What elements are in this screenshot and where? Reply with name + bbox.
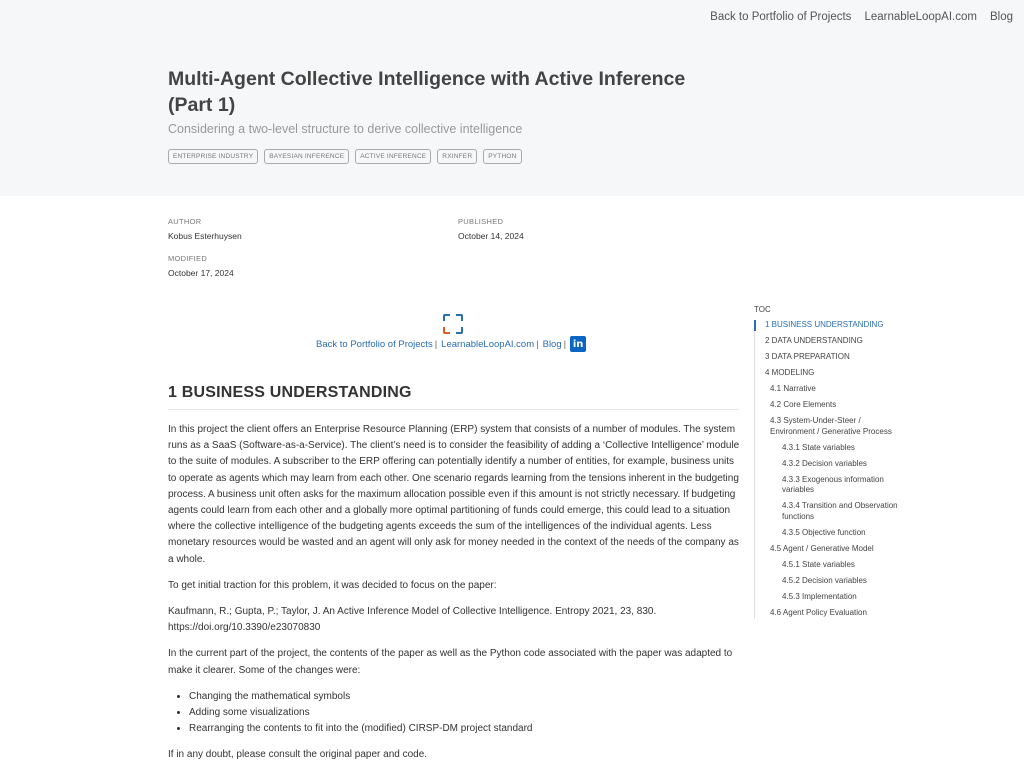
link-separator: | — [434, 338, 438, 350]
toc-item[interactable]: 4.6 Agent Policy Evaluation — [770, 607, 867, 617]
list-item: • Rearranging the contents to fit into the (modified) CIRSP-DM project standard — [189, 721, 740, 737]
paragraph-changes: In the current part of the project, the contents of the paper as well as the Python code associated with the paper was adapted to make it clearer. Some of the changes were: — [168, 648, 733, 676]
blog-link[interactable]: Blog — [542, 338, 562, 350]
tag-list — [168, 149, 522, 164]
portfolio-link[interactable]: Back to Portfolio of Projects — [316, 338, 433, 350]
modified-label: MODIFIED — [168, 254, 208, 263]
link-separator: | — [536, 338, 539, 350]
toc-item[interactable]: 4.2 Core Elements — [770, 400, 837, 409]
toc-item[interactable]: 2 DATA UNDERSTANDING — [765, 336, 863, 345]
page-title: Multi-Agent Collective Intelligence with Active Inference (Part 1) — [168, 68, 686, 116]
toc-item[interactable]: 4.3 System-Under-Steer / Environment / Generative Process — [770, 416, 892, 436]
paragraph-intro: In this project the client offers an Enterprise Resource Planning (ERP) system that consists of a number of modules. The system runs as a SaaS (Software-as-a-Service). The client’s need is to consider the feasibility of adding a ‘Collective Intelligence’ module to the suite of modules. A subscriber to the ERP offering can potentially identify a number of entities, for example, business units to operate as agents which may learn from each other. One scenario regards learning from the tensions inherent in the budgeting process. A business unit often asks for the maximum allocation possible even if this amount is not strictly necessary. If budgeting agents could learn from each other and a globally more optimal partitioning of funds could emerge, this could lead to a situation where the collective intelligence of the budgeting agents exceeds the sum of the intelligences of the individual agents. Less monetary resources would be wasted and an agent will only ask for money needed in the context of the needs of the company as a whole. — [168, 424, 740, 565]
toc-item[interactable]: 3 DATA PREPARATION — [765, 352, 850, 361]
nav-site-link[interactable]: LearnableLoopAI.com — [864, 11, 977, 23]
top-nav — [710, 11, 1013, 23]
toc-item[interactable]: 4.3.2 Decision variables — [782, 458, 867, 468]
published-block — [458, 217, 524, 241]
toc-list — [754, 320, 904, 618]
author-name: Kobus Esterhuysen — [168, 231, 242, 241]
tag-python[interactable]: PYTHON — [483, 149, 521, 164]
toc-item[interactable]: 4 MODELING — [765, 368, 815, 377]
tag-rxinfer[interactable]: RXINFER — [437, 149, 477, 164]
paragraph-citation — [168, 604, 740, 636]
changes-list — [168, 689, 740, 738]
citation-doi-link[interactable]: https://doi.org/10.3390/e23070830 — [168, 622, 321, 634]
published-date: October 14, 2024 — [458, 231, 524, 241]
site-link[interactable]: LearnableLoopAI.com — [441, 338, 535, 350]
toc-item[interactable]: 1 BUSINESS UNDERSTANDING — [754, 320, 904, 331]
list-item: • Adding some visualizations — [189, 705, 740, 721]
author-label: AUTHOR — [168, 217, 202, 226]
toc-item[interactable]: 4.3.5 Objective function — [782, 527, 866, 537]
author-block — [168, 217, 242, 241]
toc-item[interactable]: 4.5.1 State variables — [782, 559, 855, 569]
toc-item[interactable]: 4.3.4 Transition and Observation functions — [782, 501, 898, 521]
linkedin-icon[interactable]: in — [570, 336, 586, 352]
toc-item[interactable]: 4.3.3 Exogenous information variables — [782, 474, 884, 494]
table-of-contents — [754, 305, 904, 624]
toc-item[interactable]: 4.5.3 Implementation — [782, 591, 857, 601]
tag-enterprise-industry[interactable]: ENTERPRISE INDUSTRY — [168, 149, 258, 164]
link-bar — [316, 336, 586, 352]
article-content — [168, 422, 740, 774]
paragraph-doubt: If in any doubt, please consult the original paper and code. — [168, 749, 428, 761]
modified-block — [168, 254, 234, 278]
citation-text: Kaufmann, R.; Gupta, P.; Taylor, J. An Active Inference Model of Collective Intelligence. Entropy 2021, 23, 830. — [168, 606, 657, 618]
page-subtitle: Considering a two-level structure to derive collective intelligence — [168, 122, 523, 136]
published-label: PUBLISHED — [458, 217, 504, 226]
link-separator: | — [563, 338, 567, 350]
paragraph-traction: To get initial traction for this problem, it was decided to focus on the paper: — [168, 579, 497, 591]
tag-bayesian-inference[interactable]: BAYESIAN INFERENCE — [264, 149, 349, 164]
toc-title: TOC — [754, 305, 771, 314]
toc-item[interactable]: 4.1 Narrative — [770, 384, 816, 393]
nav-blog-link[interactable]: Blog — [989, 11, 1013, 23]
nav-portfolio-link[interactable]: Back to Portfolio of Projects — [710, 11, 852, 23]
toc-item[interactable]: 4.3.1 State variables — [782, 442, 855, 452]
tag-active-inference[interactable]: ACTIVE INFERENCE — [355, 149, 431, 164]
list-item: • Changing the mathematical symbols — [189, 689, 740, 705]
toc-item[interactable]: 4.5.2 Decision variables — [782, 575, 867, 585]
modified-date: October 17, 2024 — [168, 268, 234, 278]
section-heading: 1 BUSINESS UNDERSTANDING — [168, 384, 738, 410]
toc-item[interactable]: 4.5 Agent / Generative Model — [770, 543, 874, 553]
